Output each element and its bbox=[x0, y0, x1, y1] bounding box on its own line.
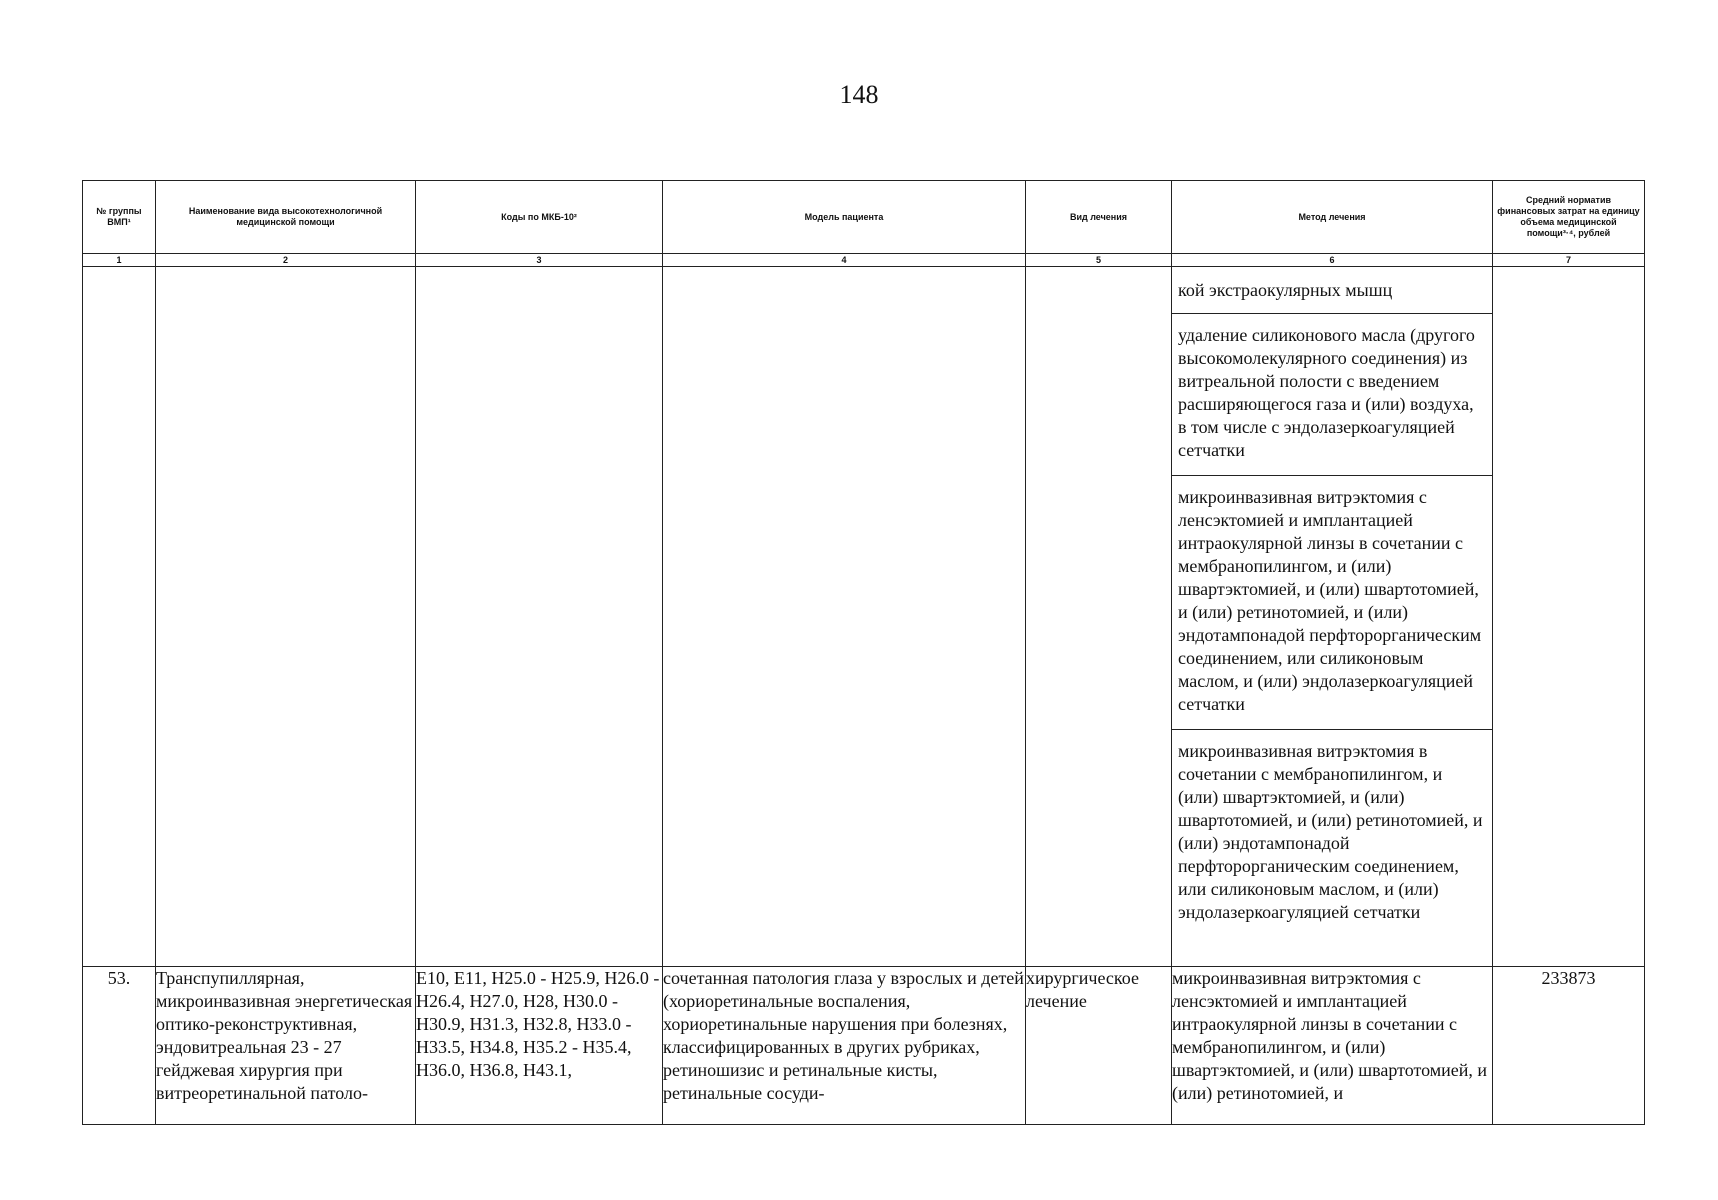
column-number: 7 bbox=[1493, 254, 1645, 267]
vmp-table bbox=[82, 180, 1645, 1125]
column-number: 3 bbox=[416, 254, 663, 267]
column-number: 5 bbox=[1026, 254, 1172, 267]
icd-codes-cell: E10, E11, H25.0 - H25.9, H26.0 - H26.4, H27.0, H28, H30.0 - H30.9, H31.3, H32.8, H33.0 - H33.5, H34.8, H35.2 - H35.4, H36.0, H36.8, H43.1, bbox=[416, 967, 663, 1125]
header-care-name: Наименование вида высокотехнологичной медицинской помощи bbox=[156, 181, 416, 254]
cost-cell: 233873 bbox=[1493, 967, 1645, 1125]
empty-cell bbox=[156, 267, 416, 967]
header-icd-codes: Коды по МКБ-10² bbox=[416, 181, 663, 254]
method-list-cell bbox=[1172, 267, 1493, 967]
header-row bbox=[83, 181, 1645, 254]
header-patient-model: Модель пациента bbox=[663, 181, 1026, 254]
column-number: 4 bbox=[663, 254, 1026, 267]
table-row-53 bbox=[83, 967, 1645, 1125]
column-number: 2 bbox=[156, 254, 416, 267]
treatment-type-cell: хирургическое лечение bbox=[1026, 967, 1172, 1125]
empty-cell bbox=[1493, 267, 1645, 967]
method-item: кой экстраокулярных мышц bbox=[1172, 267, 1492, 314]
column-number-row bbox=[83, 254, 1645, 267]
header-treatment-type: Вид лечения bbox=[1026, 181, 1172, 254]
method-item: микроинвазивная витрэктомия в сочетании с мембранопилингом, и (или) швартэктомией, и (или) швартотомией, и (или) ретинотомией, и (или) эндотампонадой перфторорганическим соединением, или силиконовым маслом, и (или) эндолазеркоагуляцией сетчатки bbox=[1178, 741, 1483, 922]
patient-model-cell: сочетанная патология глаза у взрослых и детей (хориоретинальные воспаления, хориоретинальные нарушения при болезнях, классифицированных в других рубриках, ретиношизис и ретинальные кисты, ретинальные сосуди- bbox=[663, 967, 1026, 1125]
header-cost: Средний норматив финансовых затрат на единицу объема медицинской помощи³·⁴, рублей bbox=[1493, 181, 1645, 254]
empty-cell bbox=[416, 267, 663, 967]
empty-cell bbox=[1026, 267, 1172, 967]
empty-cell bbox=[663, 267, 1026, 967]
page-number: 148 bbox=[839, 80, 879, 109]
header-group-number: № группы ВМП¹ bbox=[83, 181, 156, 254]
column-number: 6 bbox=[1172, 254, 1493, 267]
method-item: микроинвазивная витрэктомия с ленсэктомией и имплантацией интраокулярной линзы в сочетании с мембранопилингом, и (или) швартэктомией, и (или) швартотомией, и (или) ретинотомией, и (или) эндотампонадой перфторорганическим соединением, или силиконовым маслом, и (или) эндолазеркоагуляцией сетчатки bbox=[1172, 476, 1492, 730]
care-name-cell: Транспупиллярная, микроинвазивная энергетическая оптико-реконструктивная, эндовитреальная 23 - 27 гейджевая хирургия при витреоретинальной патоло- bbox=[156, 967, 416, 1125]
method-item: удаление силиконового масла (другого высокомолекулярного соединения) из витреальной полости с введением расширяющегося газа и (или) воздуха, в том числе с эндолазеркоагуляцией сетчатки bbox=[1172, 314, 1492, 476]
group-number-cell: 53. bbox=[83, 967, 156, 1125]
continuation-row bbox=[83, 267, 1645, 967]
header-treatment-method: Метод лечения bbox=[1172, 181, 1493, 254]
column-number: 1 bbox=[83, 254, 156, 267]
empty-cell bbox=[83, 267, 156, 967]
treatment-method-cell: микроинвазивная витрэктомия с ленсэктомией и имплантацией интраокулярной линзы в сочетании с мембранопилингом, и (или) швартэктомией, и (или) швартотомией, и (или) ретинотомией, и bbox=[1172, 967, 1493, 1125]
